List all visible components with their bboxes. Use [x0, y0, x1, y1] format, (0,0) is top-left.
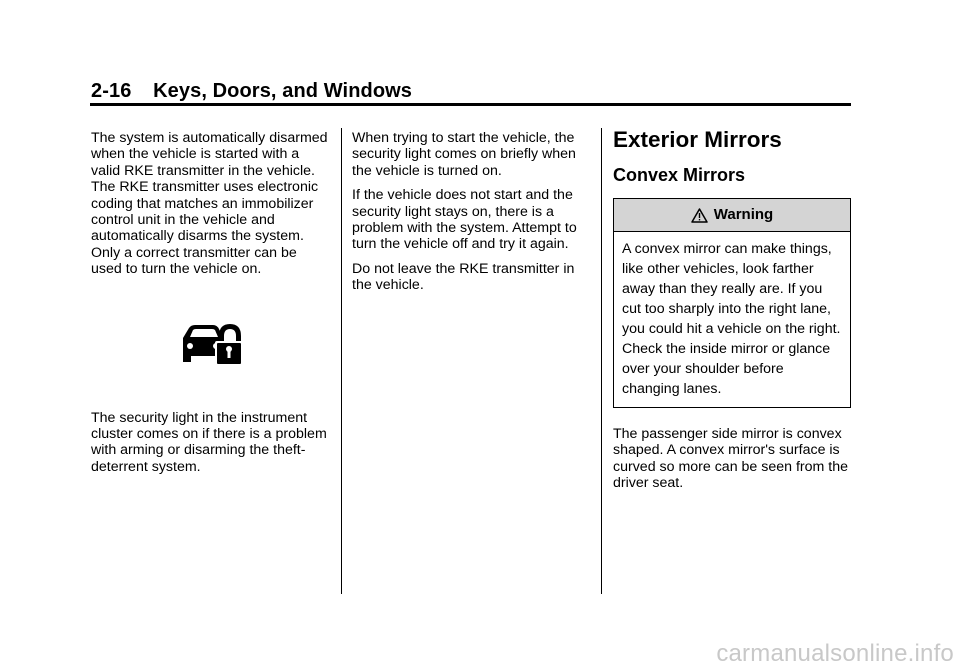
warning-text: A convex mirror can make things, like other vehicles, look farther away than they really are. If you cut too sharply into the right lane, you could hit a vehicle on the right. Check the inside mirror or glance over your shoulder before changing lanes.	[622, 241, 841, 397]
column-divider-2	[601, 128, 602, 594]
paragraph: The system is automatically disarmed when the vehicle is started with a valid RKE transmitter in the vehicle. The RKE transmitter uses electronic coding that matches an immobilizer control unit in the vehicle and automatically disarms the system. Only a correct transmitter can be used to turn the vehicle on.	[91, 130, 328, 278]
warning-triangle-icon	[691, 208, 708, 223]
watermark: carmanualsonline.info	[716, 640, 954, 667]
subsection-title: Convex Mirrors	[613, 165, 746, 185]
warning-box	[613, 198, 851, 408]
warning-header	[614, 199, 850, 232]
header-rule	[90, 103, 851, 106]
page-header	[91, 80, 412, 103]
paragraph: Do not leave the RKE transmitter in the vehicle.	[352, 260, 575, 294]
paragraph: The security light in the instrument cluster comes on if there is a problem with arming or disarming the theft-deterrent system.	[91, 409, 327, 475]
section-title: Exterior Mirrors	[613, 127, 782, 152]
security-light-car-lock-icon	[91, 286, 331, 404]
column-2	[352, 130, 592, 302]
chapter-title: Keys, Doors, and Windows	[153, 80, 413, 102]
column-divider-1	[341, 128, 342, 594]
paragraph: The passenger side mirror is convex shaped. A convex mirror's surface is curved so more can be seen from the driver seat.	[613, 426, 849, 492]
paragraph: When trying to start the vehicle, the security light comes on briefly when the vehicle is turned on.	[352, 130, 576, 179]
column-1	[91, 130, 331, 483]
column-3	[613, 126, 853, 500]
paragraph: If the vehicle does not start and the security light stays on, there is a problem with the system. Attempt to turn the vehicle off and try it again.	[352, 187, 577, 253]
warning-label: Warning	[713, 205, 774, 223]
page-number: 2-16	[91, 80, 132, 102]
